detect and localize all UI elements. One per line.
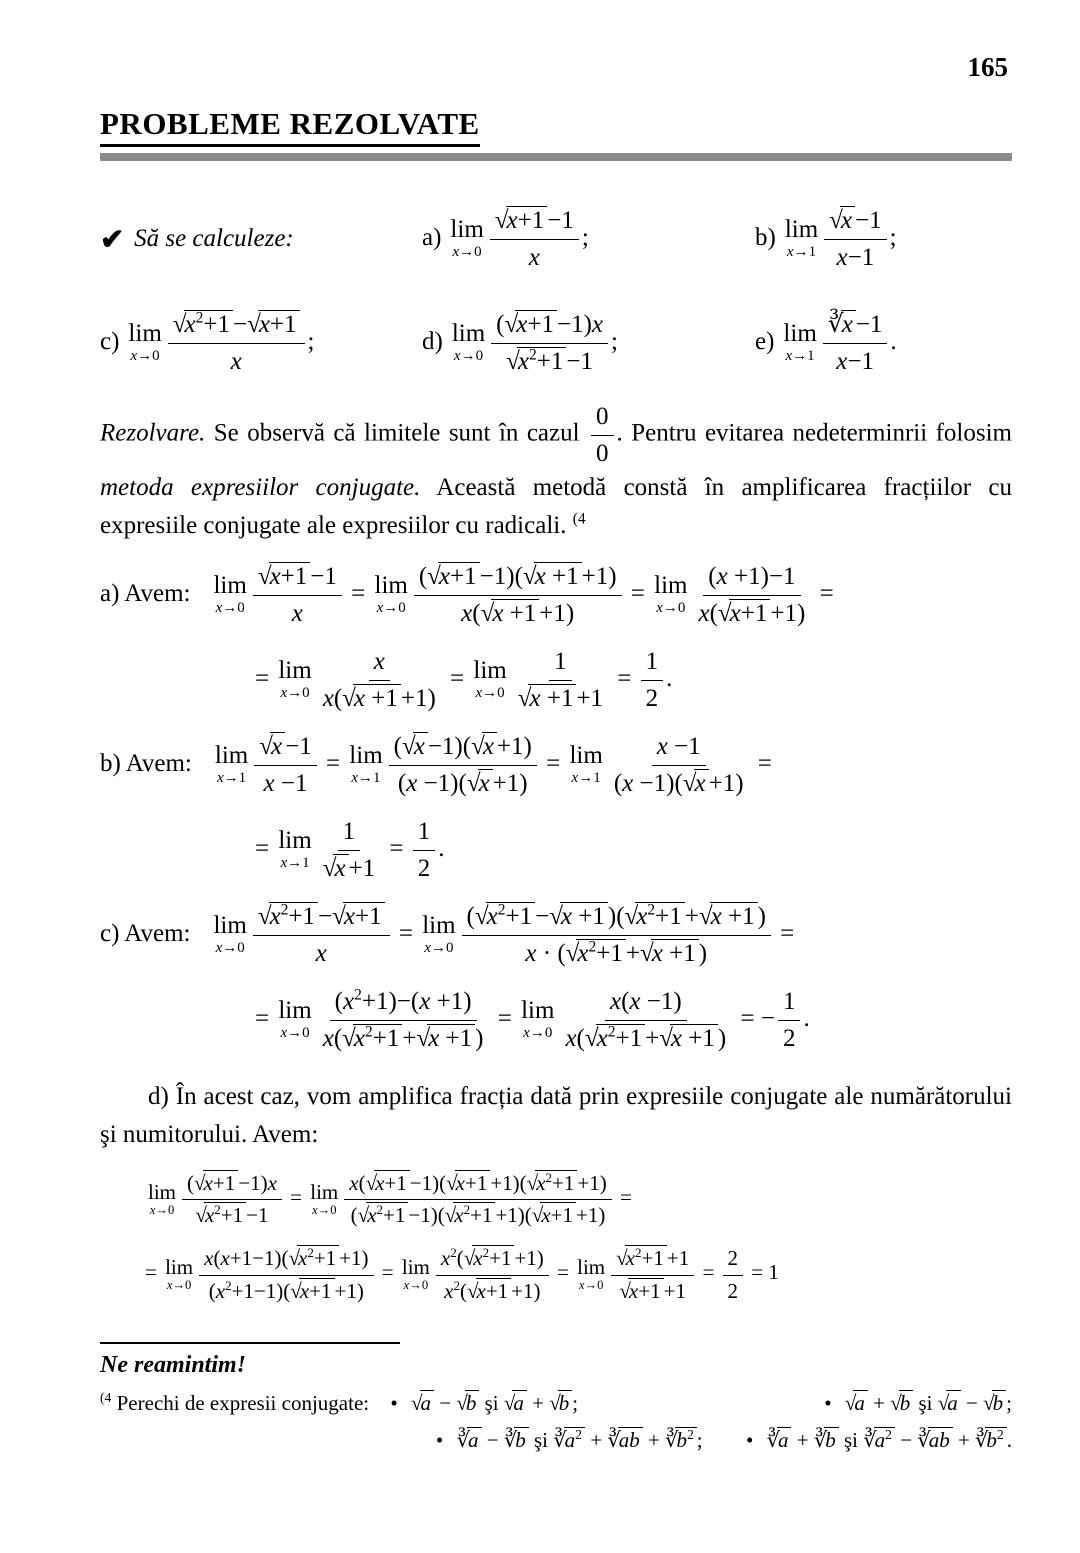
rezolvare-lead: Rezolvare. bbox=[100, 419, 206, 447]
task-section bbox=[100, 205, 1012, 377]
footnote-pair-4 bbox=[730, 1428, 1012, 1453]
bullet-icon: • bbox=[390, 1390, 398, 1415]
section-title bbox=[100, 106, 1012, 142]
bullet-icon: • bbox=[824, 1390, 832, 1415]
solution-c-math-1: lim x→0 $\frac{√x^2+1 -√x+1}{x}$ = lim x→0 $\frac{(√x^2+1 -√x +1 )(√x^2+1 +√x +1 )}{x \cdot (√x^2+1 +√x +1 )}$ = bbox=[213, 901, 795, 967]
conjugate-pair-2: √a + √b şi √a − √b ; bbox=[844, 1390, 1012, 1415]
problem-a-formula: lim x→0 $\frac{√x+1 -1}{x}$ ; bbox=[450, 207, 589, 271]
zero-over-zero-fraction: $\frac{0}{0}$ bbox=[588, 420, 617, 447]
problem-d bbox=[422, 309, 755, 377]
solution-a-line-1 bbox=[100, 561, 1012, 629]
solution-d-math-1: lim x→0 $\frac{(√x+1 -1)x}{√x^2+1 -1}$ = lim x→0 $\frac{x(√x+1 -1)(√x+1 +1)(√x^2+1 +1)}{(√x^2+1 -1)(√x^2+1 +1)(√x+1 +1)}$ = bbox=[148, 1170, 632, 1228]
solution-b-math-1: lim x→1 $\frac{√x -1}{x -1}$ = lim x→1 $\frac{(√x -1)(√x +1)}{(x -1)(√x +1)}$ = lim x→1 $\frac{x -1}{(x -1)(√x +1)}$ = bbox=[214, 733, 772, 797]
solution-c-line-2 bbox=[255, 986, 1012, 1054]
problem-b bbox=[755, 205, 1012, 273]
problem-e-label: e) bbox=[755, 327, 775, 355]
footnote-pair-3 bbox=[420, 1428, 703, 1453]
footnote-section bbox=[100, 1342, 1012, 1453]
footnote-rule bbox=[100, 1342, 400, 1344]
check-icon: ✔ bbox=[100, 223, 125, 256]
footnote-marker: (4 bbox=[100, 1389, 112, 1405]
problem-e bbox=[755, 309, 1012, 377]
solution-d-line-1 bbox=[145, 1170, 1012, 1228]
page-number: 165 bbox=[967, 52, 1008, 82]
solution-b bbox=[100, 731, 1012, 884]
problem-c-label: c) bbox=[100, 327, 120, 355]
solution-d-line-2 bbox=[145, 1245, 1012, 1303]
solution-b-label: b) Avem: bbox=[100, 749, 192, 777]
solution-a-label: a) Avem: bbox=[100, 579, 191, 607]
task-prompt bbox=[100, 222, 422, 257]
rezolvare-text-1: Se observă că limitele sunt în cazul bbox=[205, 419, 589, 447]
section-header bbox=[100, 106, 1012, 161]
divider-bar bbox=[100, 153, 1012, 161]
problem-b-label: b) bbox=[755, 223, 776, 251]
footnote-pair-2 bbox=[808, 1391, 1012, 1416]
section-title-text: PROBLEME REZOLVATE bbox=[100, 106, 480, 147]
conjugate-pair-3: ∛a − ∛b şi $∛a^2$ + ∛ab + $∛b^2$ ; bbox=[456, 1426, 703, 1452]
conjugate-pair-1: √a − √b şi √a + √b ; bbox=[410, 1390, 579, 1415]
solutions-section bbox=[100, 561, 1012, 1054]
solution-b-line-2 bbox=[255, 816, 1012, 884]
solution-a-line-2 bbox=[255, 646, 1012, 714]
footnote-intro: Perechi de expresii conjugate: bbox=[116, 1390, 370, 1415]
bullet-icon: • bbox=[745, 1427, 754, 1452]
task-grid bbox=[100, 205, 1012, 377]
rezolvare-text-2: . Pentru evitarea nedeterminrii folosim bbox=[616, 419, 1012, 447]
footnote-pair-1 bbox=[100, 1391, 578, 1416]
solution-d-math-2: = lim x→0 $\frac{x(x+1-1)(√x^2+1 +1)}{(x^2+1-1)(√x+1 +1)}$ = lim x→0 $\frac{x^2(√x^2+1 +1)}{x^2(√x+1 +1)}$ = lim x→0 $\frac{√x^2+1 +1}{√x+1 +1}$ = $\frac{2}{2}$ = 1 bbox=[145, 1245, 779, 1303]
solution-c-line-1 bbox=[100, 901, 1012, 969]
footnote-title: Ne reamintim! bbox=[100, 1351, 247, 1378]
solution-a-math-2: = lim x→0 $\frac{x}{x(√x +1 +1)}$ = lim x→0 $\frac{1}{√x +1 +1}$ = $\frac{1}{2}$ . bbox=[255, 648, 673, 712]
task-prompt-text: Să se calculeze: bbox=[134, 225, 294, 252]
solution-c-label: c) Avem: bbox=[100, 919, 191, 947]
rezolvare-text-3: Această metodă constă în amplificarea fracțiilor cu expresiile conjugate ale expresiilor cu radicali. bbox=[100, 474, 1012, 539]
problem-c bbox=[100, 309, 422, 377]
problem-d-formula: lim x→0 $\frac{(√x+1 -1)x}{√x^2+1 -1}$ ; bbox=[451, 311, 618, 375]
solution-d bbox=[100, 1170, 1012, 1304]
problem-a bbox=[422, 205, 755, 273]
solution-b-math-2: = lim x→1 $\frac{1}{√x +1}$ = $\frac{1}{2}$ . bbox=[255, 818, 445, 882]
rezolvare-paragraph bbox=[100, 401, 1012, 544]
conjugate-pair-4: ∛a + ∛b şi $∛a^2$ − ∛ab + $∛b^2$ . bbox=[766, 1426, 1012, 1452]
part-d-paragraph: d) În acest caz, vom amplifica fracția dată prin expresiile conjugate ale numărătorului şi numitorului. Avem: bbox=[100, 1083, 1012, 1148]
problem-a-label: a) bbox=[422, 223, 442, 251]
rezolvare-emphasis: metoda expresiilor conjugate. bbox=[100, 474, 421, 501]
footnote-line-2 bbox=[100, 1428, 1012, 1453]
footnote-reference: (4 bbox=[572, 510, 586, 528]
solution-a bbox=[100, 561, 1012, 714]
solution-a-math-1: lim x→0 $\frac{√x+1 -1}{x}$ = lim x→0 $\frac{(√x+1 -1)(√x +1 +1)}{x(√x +1 +1)}$ = lim x→0 $\frac{(x +1)-1}{x(√x+1 +1)}$ = bbox=[213, 563, 834, 627]
solution-b-line-1 bbox=[100, 731, 1012, 799]
textbook-page bbox=[100, 52, 1012, 1453]
bullet-icon: • bbox=[436, 1427, 444, 1452]
problem-c-formula: lim x→0 $\frac{√x^2+1 -√x+1}{x}$ ; bbox=[128, 309, 315, 375]
footnote-line-1 bbox=[100, 1391, 1012, 1416]
problem-d-label: d) bbox=[422, 327, 443, 355]
solution-c bbox=[100, 901, 1012, 1054]
problem-e-formula: lim x→1 $\frac{∛x -1}{x-1}$ . bbox=[783, 311, 897, 375]
problem-b-formula: lim x→1 $\frac{√x -1}{x-1}$ ; bbox=[784, 207, 897, 271]
solution-c-math-2: = lim x→0 $\frac{(x^2+1)-(x +1)}{x(√x^2+1 +√x +1 )}$ = lim x→0 $\frac{x(x -1)}{x(√x^2+1 +√x +1 )}$ = − $\frac{1}{2}$ . bbox=[255, 986, 810, 1052]
